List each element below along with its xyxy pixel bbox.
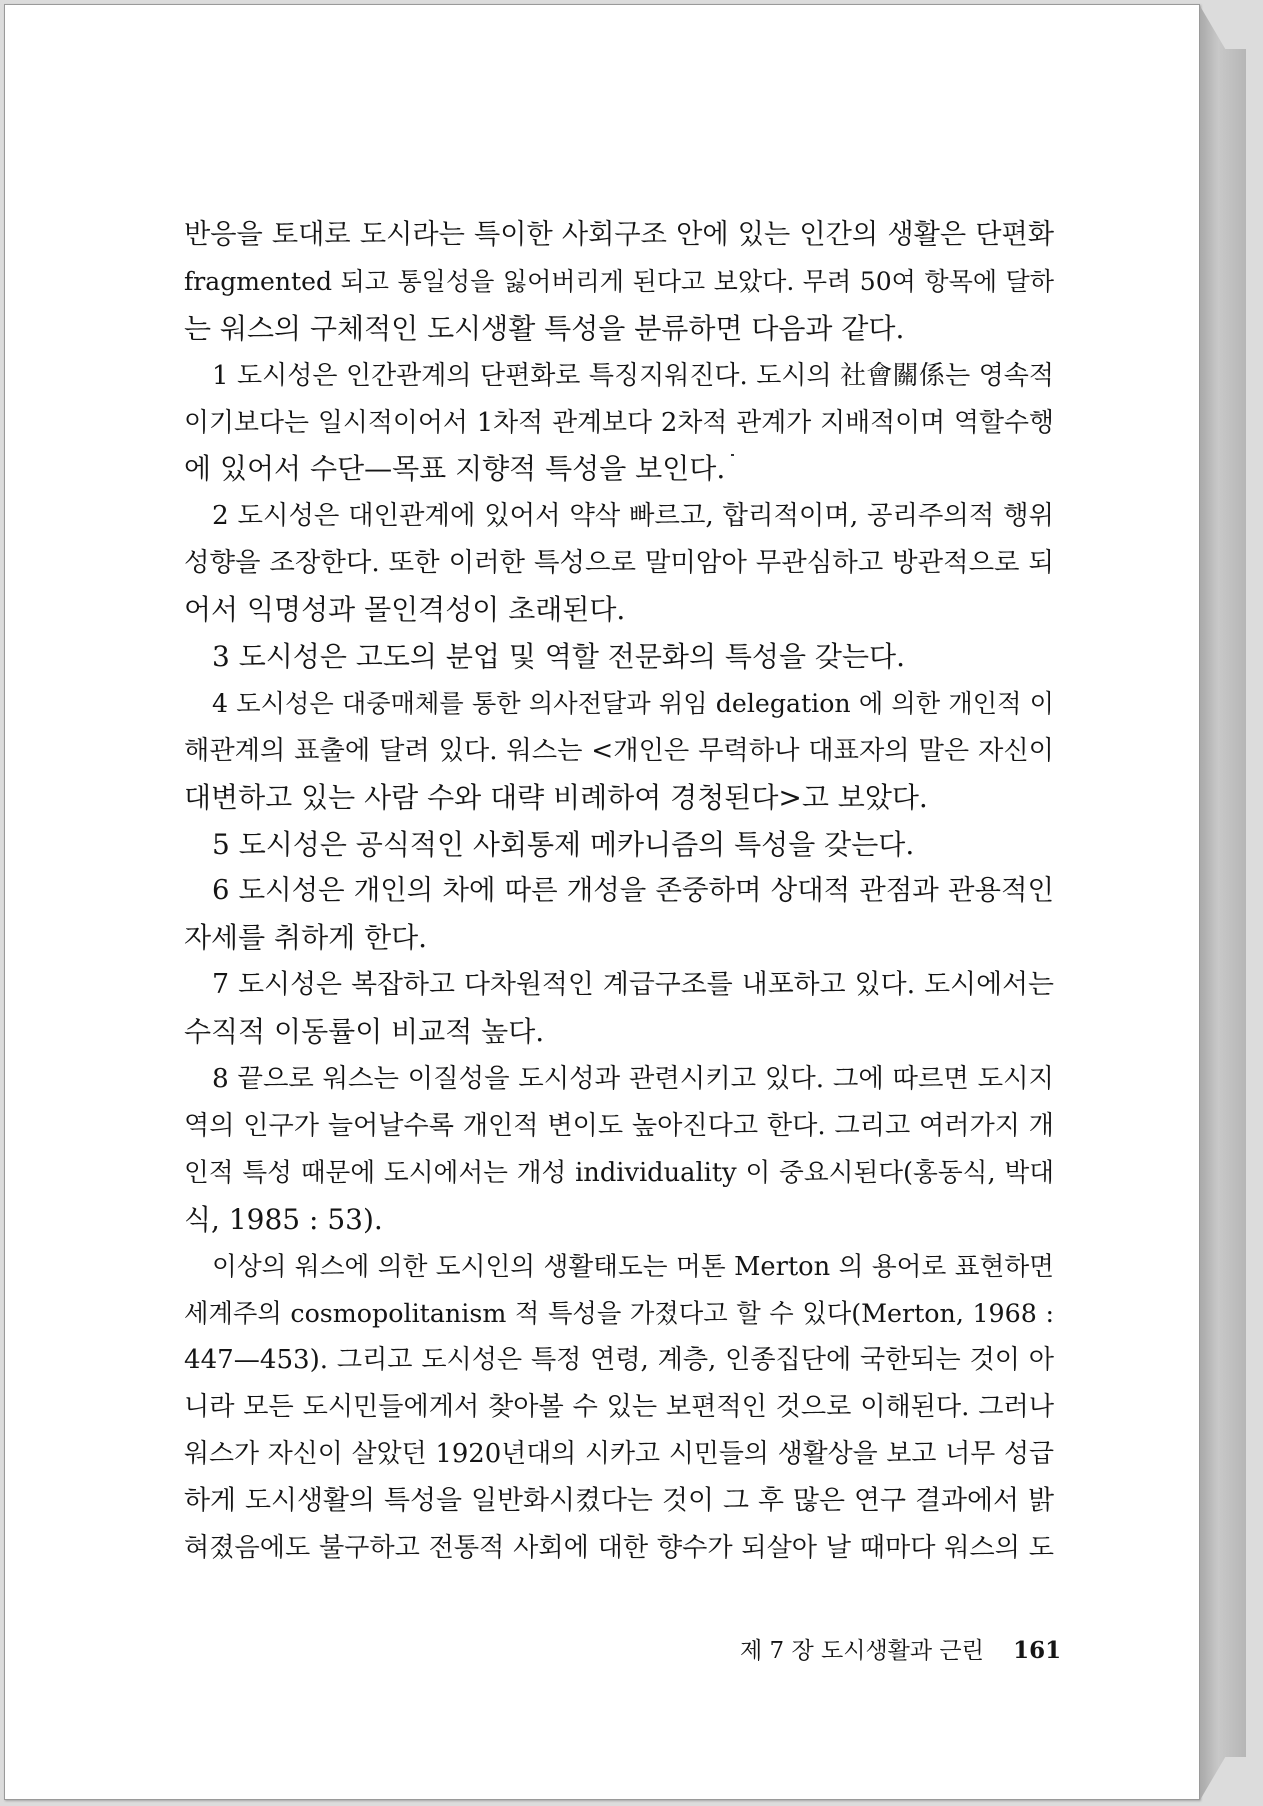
text-line: 해관계의 표출에 달려 있다. 워스는 <개인은 무력하나 대표자의 말은 자신이 xyxy=(184,735,1054,766)
text-line: 성향을 조장한다. 또한 이러한 특성으로 말미암아 무관심하고 방관적으로 되 xyxy=(184,548,1054,579)
page-edge-shadow xyxy=(1200,6,1246,1800)
text-line: 5 도시성은 공식적인 사회통제 메카니즘의 특성을 갖는다. xyxy=(212,827,915,861)
print-speck xyxy=(731,454,734,456)
text-line: 혀졌음에도 불구하고 전통적 사회에 대한 향수가 되살아 날 때마다 워스의 도 xyxy=(184,1532,1054,1563)
text-line: 3 도시성은 고도의 분업 및 역할 전문화의 특성을 갖는다. xyxy=(212,640,905,674)
running-footer xyxy=(740,1631,1062,1671)
text-line: 2 도시성은 대인관계에 있어서 약삭 빠르고, 합리적이며, 공리주의적 행위 xyxy=(212,501,1054,532)
text-line: 역의 인구가 늘어날수록 개인적 변이도 높아진다고 한다. 그리고 여러가지 개 xyxy=(184,1110,1054,1141)
text-line: 7 도시성은 복잡하고 다차원적인 계급구조를 내포하고 있다. 도시에서는 xyxy=(212,969,1054,1001)
text-line: 워스가 자신이 살았던 1920년대의 시카고 시민들의 생활상을 보고 너무 성급 xyxy=(184,1439,1054,1470)
text-line: 식, 1985 : 53). xyxy=(184,1202,383,1236)
text-line: 447—453). 그리고 도시성은 특정 연령, 계층, 인종집단에 국한되는 것이 아 xyxy=(184,1345,1054,1376)
page-number: 161 xyxy=(1013,1637,1062,1664)
text-line: 1 도시성은 인간관계의 단편화로 특징지워진다. 도시의 社會關係는 영속적 xyxy=(212,360,1054,391)
text-line: 대변하고 있는 사람 수와 대략 비례하여 경청된다>고 보았다. xyxy=(184,780,928,814)
text-line: 세계주의 cosmopolitanism 적 특성을 가졌다고 할 수 있다(Merton, 1968 : xyxy=(184,1298,1054,1329)
text-line: 6 도시성은 개인의 차에 따른 개성을 존중하며 상대적 관점과 관용적인 xyxy=(212,875,1054,907)
text-line: 4 도시성은 대중매체를 통한 의사전달과 위임 delegation 에 의한 개인적 이 xyxy=(212,688,1054,718)
text-line: 자세를 취하게 한다. xyxy=(184,921,428,955)
body-text xyxy=(184,212,1054,1572)
text-line: 이기보다는 일시적이어서 1차적 관계보다 2차적 관계가 지배적이며 역할수행 xyxy=(184,407,1054,438)
chapter-title: 제 7 장 도시생활과 근린 xyxy=(740,1638,984,1664)
text-line: 인적 특성 때문에 도시에서는 개성 individuality 이 중요시된다(홍동식, 박대 xyxy=(184,1157,1054,1188)
text-line: 니라 모든 도시민들에게서 찾아볼 수 있는 보편적인 것으로 이해된다. 그러나 xyxy=(184,1392,1054,1423)
text-line: 에 있어서 수단—목표 지향적 특성을 보인다. xyxy=(184,452,726,486)
text-line: 하게 도시생활의 특성을 일반화시켰다는 것이 그 후 많은 연구 결과에서 밝 xyxy=(184,1485,1054,1517)
text-line: 이상의 워스에 의한 도시인의 생활태도는 머톤 Merton 의 용어로 표현하면 xyxy=(212,1251,1054,1282)
text-line: 8 끝으로 워스는 이질성을 도시성과 관련시키고 있다. 그에 따르면 도시지 xyxy=(212,1064,1054,1095)
text-line: 는 워스의 구체적인 도시생활 특성을 분류하면 다음과 같다. xyxy=(184,311,905,345)
text-line: 어서 익명성과 몰인격성이 초래된다. xyxy=(184,593,626,627)
text-line: 수직적 이동률이 비교적 높다. xyxy=(184,1015,545,1049)
text-line: fragmented 되고 통일성을 잃어버리게 된다고 보았다. 무려 50여 항목에 달하 xyxy=(184,266,1054,296)
text-line: 반응을 토대로 도시라는 특이한 사회구조 안에 있는 인간의 생활은 단편화 xyxy=(184,219,1054,250)
